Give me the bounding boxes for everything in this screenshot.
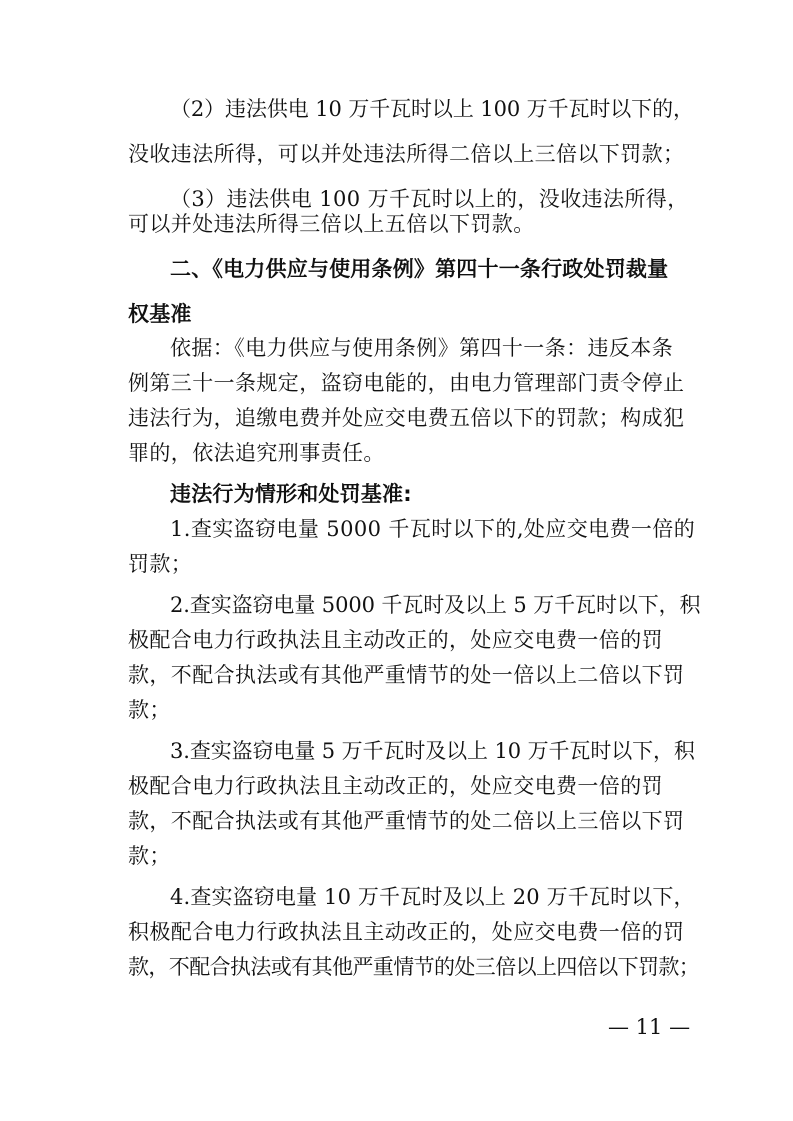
text-line: 款，不配合执法或有其他严重情节的处二倍以上三倍以下罚 xyxy=(128,809,685,833)
text-line: 1.查实盗窃电量 5000 千瓦时以下的,处应交电费一倍的 xyxy=(170,517,696,541)
text-line: （2）违法供电 10 万千瓦时以上 100 万千瓦时以下的， xyxy=(170,97,694,121)
text-line: 款； xyxy=(128,698,171,722)
page-number: — 11 — xyxy=(608,1015,691,1039)
text-line: 4.查实盗窃电量 10 万千瓦时及以上 20 万千瓦时以下， xyxy=(170,885,695,909)
text-line: 例第三十一条规定，盗窃电能的，由电力管理部门责令停止 xyxy=(128,371,685,395)
text-line: 可以并处违法所得三倍以上五倍以下罚款。 xyxy=(128,212,535,236)
text-line: 款，不配合执法或有其他严重情节的处一倍以上二倍以下罚 xyxy=(128,663,685,687)
text-line: （3）违法供电 100 万千瓦时以上的，没收违法所得， xyxy=(170,187,689,211)
text-line: 极配合电力行政执法且主动改正的，处应交电费一倍的罚 xyxy=(128,628,663,652)
text-line: 依据：《电力供应与使用条例》第四十一条：违反本条 xyxy=(170,336,674,360)
text-line: 2.查实盗窃电量 5000 千瓦时及以上 5 万千瓦时以下，积 xyxy=(170,593,701,617)
text-line: 极配合电力行政执法且主动改正的，处应交电费一倍的罚 xyxy=(128,774,663,798)
subheading: 违法行为情形和处罚基准: xyxy=(170,482,412,506)
text-line: 罚款； xyxy=(128,552,193,576)
text-line: 款； xyxy=(128,844,171,868)
text-line: 没收违法所得，可以并处违法所得二倍以上三倍以下罚款； xyxy=(128,142,685,166)
section-heading: 权基准 xyxy=(128,302,192,326)
text-line: 款，不配合执法或有其他严重情节的处三倍以上四倍以下罚款； xyxy=(128,955,700,979)
text-line: 3.查实盗窃电量 5 万千瓦时及以上 10 万千瓦时以下，积 xyxy=(170,739,695,763)
text-line: 积极配合电力行政执法且主动改正的，处应交电费一倍的罚 xyxy=(128,920,685,944)
text-line: 罪的，依法追究刑事责任。 xyxy=(128,441,385,465)
text-line: 违法行为，追缴电费并处应交电费五倍以下的罚款；构成犯 xyxy=(128,406,685,430)
section-heading: 二、《电力供应与使用条例》第四十一条行政处罚裁量 xyxy=(170,257,669,281)
